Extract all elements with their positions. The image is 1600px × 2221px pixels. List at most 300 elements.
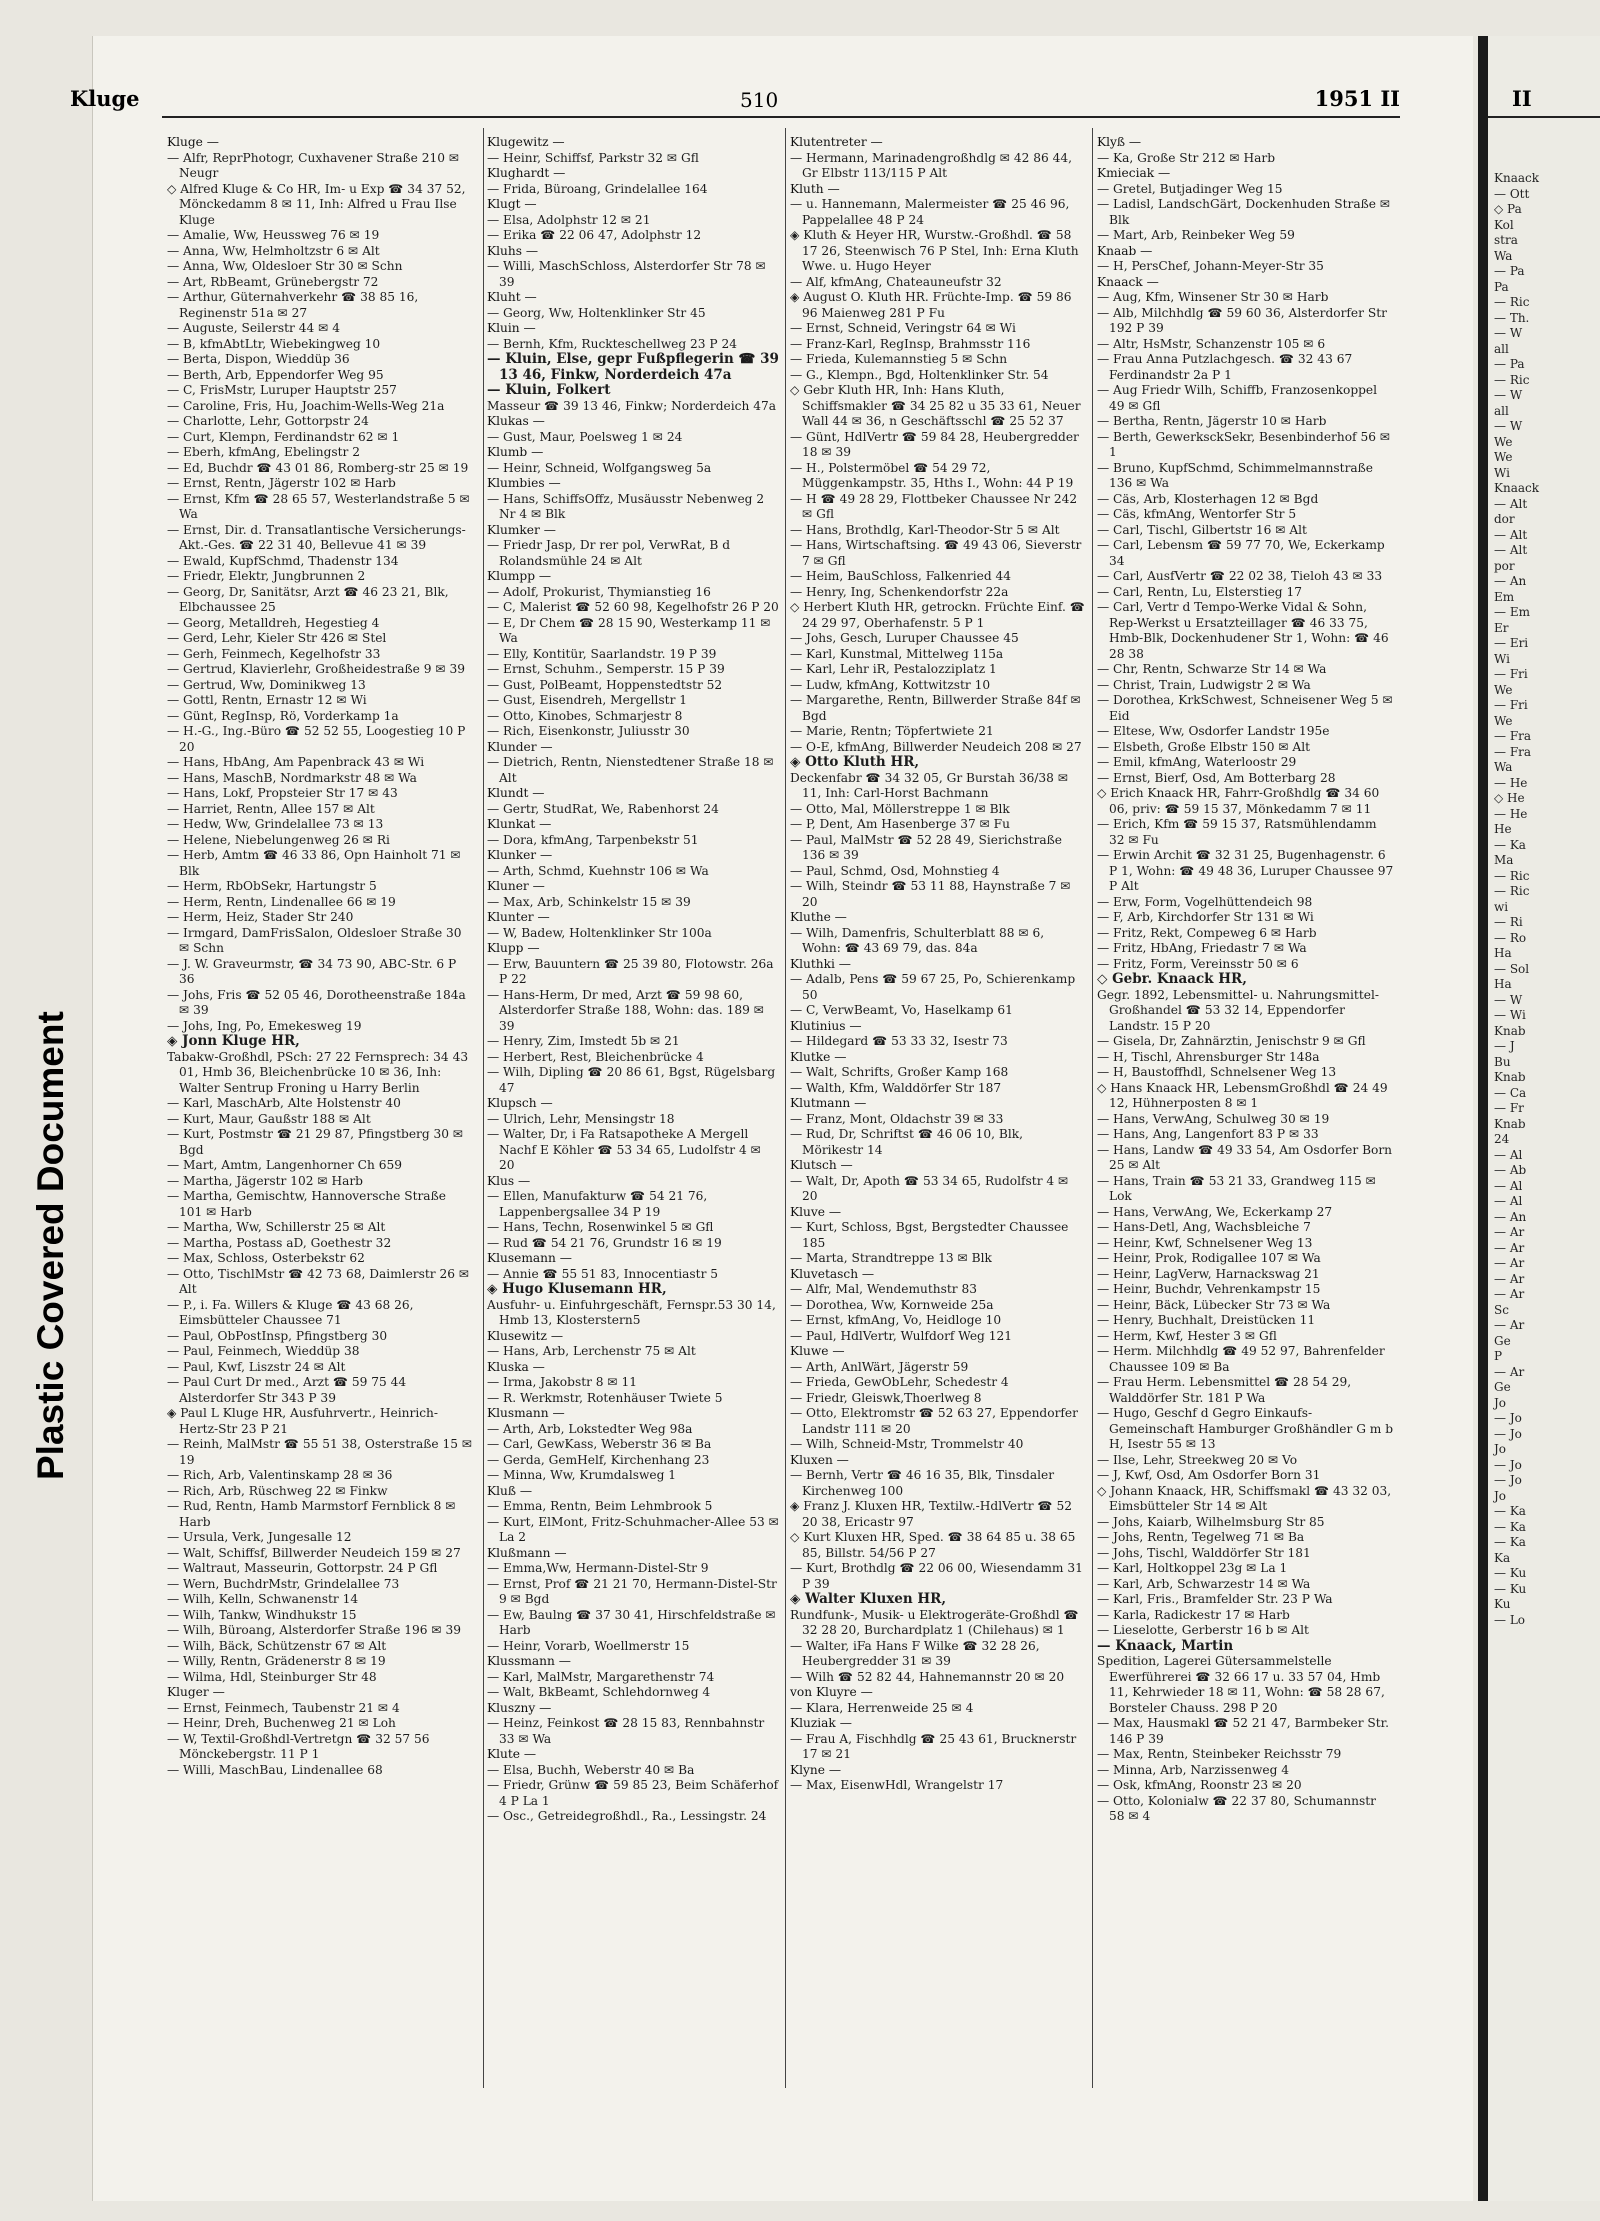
next-page-line: Pa bbox=[1494, 279, 1509, 294]
next-page-line: Knab bbox=[1494, 1023, 1526, 1038]
next-page-line: — J bbox=[1494, 1039, 1515, 1053]
next-page-line: — Em bbox=[1494, 605, 1530, 619]
directory-entry: — Gretel, Butjadinger Weg 15 bbox=[1097, 181, 1283, 196]
directory-entry: — Hans, Wirtschaftsing. ☎ 49 43 06, Sieverstr 7 ✉ Gfl bbox=[790, 538, 1082, 568]
directory-entry: — Georg, Metalldreh, Hegestieg 4 bbox=[167, 615, 380, 630]
directory-entry: — Ernst, Dir. d. Transatlantische Versicherungs-Akt.-Ges. ☎ 22 31 40, Bellevue 41 ✉ 39 bbox=[167, 522, 466, 552]
next-page-line: — Eri bbox=[1494, 636, 1529, 650]
firm-listing: ◈ Hugo Klusemann HR, bbox=[487, 1281, 667, 1297]
directory-entry: — Reinh, MalMstr ☎ 55 51 38, Osterstraße 15 ✉ 19 bbox=[167, 1437, 473, 1467]
directory-entry: — Kurt, Brothdlg ☎ 22 06 00, Wiesendamm 31 P 39 bbox=[790, 1561, 1083, 1591]
directory-entry: — Hans, VerwAng, We, Eckerkamp 27 bbox=[1097, 1204, 1333, 1219]
directory-entry: — Frieda, Kulemannstieg 5 ✉ Schn bbox=[790, 352, 1008, 366]
directory-entry: — Irmgard, DamFrisSalon, Oldesloer Straße 30 ✉ Schn bbox=[167, 925, 462, 955]
surname-heading: Kluthki — bbox=[790, 956, 851, 971]
surname-heading: Klyne — bbox=[790, 1762, 842, 1777]
directory-entry: ◈ August O. Kluth HR. Früchte-Imp. ☎ 59 86 96 Maienweg 281 P Fu bbox=[790, 290, 1072, 320]
directory-entry: Deckenfabr ☎ 34 32 05, Gr Burstah 36/38 ✉ 11, Inh: Carl-Horst Bachmann bbox=[790, 770, 1069, 800]
next-page-line: Ge bbox=[1494, 1380, 1511, 1394]
surname-heading: Klussmann — bbox=[487, 1654, 571, 1668]
directory-entry: — Minna, Ww, Krumdalsweg 1 bbox=[487, 1468, 677, 1482]
next-page-line: We bbox=[1494, 450, 1513, 464]
directory-entry: — Gust, PolBeamt, Hoppenstedtstr 52 bbox=[487, 677, 723, 692]
directory-entry: — Mart, Arb, Reinbeker Weg 59 bbox=[1097, 228, 1295, 242]
directory-entry: — Karl, Holtkoppel 23g ✉ La 1 bbox=[1097, 1561, 1288, 1575]
directory-entry: — Heinr, LagVerw, Harnackswag 21 bbox=[1097, 1266, 1320, 1281]
directory-entry: — Eberh, kfmAng, Ebelingstr 2 bbox=[167, 445, 361, 459]
surname-heading: Kmieciak — bbox=[1097, 166, 1171, 180]
directory-entry: — Wilh, Steindr ☎ 53 11 88, Haynstraße 7 ✉ 20 bbox=[790, 879, 1071, 909]
directory-entry: — Waltraut, Masseurin, Gottorpstr. 24 P Gfl bbox=[167, 1561, 438, 1575]
next-page-header: II bbox=[1512, 86, 1532, 111]
directory-entry: — Klara, Herrenweide 25 ✉ 4 bbox=[790, 1700, 974, 1715]
directory-entry: Gegr. 1892, Lebensmittel- u. Nahrungsmittel-Großhandel ☎ 53 32 14, Eppendorfer Landstr. 15 P 20 bbox=[1097, 987, 1379, 1033]
directory-entry: — Ludw, kfmAng, Kottwitzstr 10 bbox=[790, 677, 991, 692]
next-page-line: — Ott bbox=[1494, 186, 1530, 201]
directory-entry: — Otto, Elektromstr ☎ 52 63 27, Eppendorfer Landstr 111 ✉ 20 bbox=[790, 1406, 1078, 1436]
directory-entry: — Berth, Arb, Eppendorfer Weg 95 bbox=[167, 367, 384, 382]
directory-entry: — Emma, Rentn, Beim Lehmbrook 5 bbox=[487, 1499, 713, 1513]
directory-entry: — Henry, Zim, Imstedt 5b ✉ 21 bbox=[487, 1034, 680, 1048]
next-page-line: Em bbox=[1494, 589, 1515, 604]
surname-heading: Klundt — bbox=[487, 786, 545, 800]
page-number: 510 bbox=[740, 88, 779, 112]
directory-entry: — Karl, MaschArb, Alte Holstenstr 40 bbox=[167, 1096, 401, 1110]
directory-entry: — Hans, Lokf, Propsteier Str 17 ✉ 43 bbox=[167, 786, 398, 800]
next-page-line: — Ku bbox=[1494, 1581, 1527, 1596]
directory-entry: — Günt, RegInsp, Rö, Vorderkamp 1a bbox=[167, 708, 399, 723]
directory-entry: — Gisela, Dr, Zahnärztin, Jenischstr 9 ✉ Gfl bbox=[1097, 1034, 1366, 1048]
next-page-line: — Fra bbox=[1494, 729, 1532, 743]
next-page-line: — Ar bbox=[1494, 1256, 1525, 1270]
directory-entry: — Hans-Detl, Ang, Wachsbleiche 7 bbox=[1097, 1220, 1311, 1234]
directory-entry: — Paul, Schmd, Osd, Mohnstieg 4 bbox=[790, 863, 1000, 878]
directory-entry: — Dorothea, Ww, Kornweide 25a bbox=[790, 1297, 994, 1312]
surname-heading: Kluxen — bbox=[790, 1452, 849, 1467]
next-page-line: — Ar bbox=[1494, 1271, 1525, 1286]
next-page-line: — Alt bbox=[1494, 496, 1528, 511]
surname-heading: Klunker — bbox=[487, 848, 553, 862]
directory-entry: ◇ Johann Knaack, HR, Schiffsmakl ☎ 43 32 03, Eimsbütteler Str 14 ✉ Alt bbox=[1097, 1483, 1392, 1513]
directory-entry: — Minna, Arb, Narzissenweg 4 bbox=[1097, 1762, 1290, 1777]
next-page-line: — Al bbox=[1494, 1147, 1523, 1162]
next-page-line: — Fri bbox=[1494, 667, 1528, 681]
directory-entry: — Gertrud, Ww, Dominikweg 13 bbox=[167, 677, 366, 692]
next-page-line: — Ri bbox=[1494, 915, 1523, 929]
directory-entry: — Erika ☎ 22 06 47, Adolphstr 12 bbox=[487, 228, 702, 242]
surname-heading: Klunder — bbox=[487, 739, 553, 754]
surname-heading: Klumker — bbox=[487, 522, 556, 537]
directory-entry: — Heinr, Schneid, Wolfgangsweg 5a bbox=[487, 460, 712, 475]
next-page-line: — Ar bbox=[1494, 1318, 1525, 1332]
next-page-line: Wi bbox=[1494, 651, 1510, 666]
next-page-line: ◇ Pa bbox=[1494, 202, 1522, 216]
next-page-line: — Jo bbox=[1494, 1457, 1522, 1472]
next-page-line: He bbox=[1494, 822, 1512, 836]
directory-entry: — Arth, Schmd, Kuehnstr 106 ✉ Wa bbox=[487, 863, 709, 878]
next-page-line: — Ka bbox=[1494, 1504, 1526, 1518]
directory-entry: — Hans, VerwAng, Schulweg 30 ✉ 19 bbox=[1097, 1111, 1330, 1126]
surname-heading: Kluß — bbox=[487, 1483, 533, 1498]
surname-heading: Kluht — bbox=[487, 290, 537, 304]
directory-entry: — Gerh, Feinmech, Kegelhofstr 33 bbox=[167, 646, 381, 661]
directory-entry: — Gerda, GemHelf, Kirchenhang 23 bbox=[487, 1452, 710, 1467]
directory-entry: — Erwin Archit ☎ 32 31 25, Bugenhagenstr. 6 P 1, Wohn: ☎ 49 48 36, Luruper Chaussee 97 P Alt bbox=[1097, 848, 1394, 893]
directory-entry: Ausfuhr- u. Einfuhrgeschäft, Fernspr.53 30 14, Hmb 13, Klosterstern5 bbox=[487, 1297, 776, 1327]
directory-entry: — Otto, Kinobes, Schmarjestr 8 bbox=[487, 708, 683, 723]
directory-entry: — Ilse, Lehr, Streekweg 20 ✉ Vo bbox=[1097, 1452, 1298, 1467]
directory-entry: — Karla, Radickestr 17 ✉ Harb bbox=[1097, 1607, 1290, 1622]
directory-entry: — R. Werkmstr, Rotenhäuser Twiete 5 bbox=[487, 1390, 723, 1405]
next-page-line: ◇ He bbox=[1494, 791, 1525, 805]
next-page-line: — Jo bbox=[1494, 1411, 1522, 1425]
surname-heading: Klumbies — bbox=[487, 476, 561, 490]
directory-entry: — C, FrisMstr, Luruper Hauptstr 257 bbox=[167, 383, 397, 397]
firm-listing: ◈ Otto Kluth HR, bbox=[790, 754, 920, 770]
directory-entry: — Wilh, Damenfris, Schulterblatt 88 ✉ 6, Wohn: ☎ 43 69 79, das. 84a bbox=[790, 925, 1045, 955]
directory-entry: — Altr, HsMstr, Schanzenstr 105 ✉ 6 bbox=[1097, 336, 1326, 351]
directory-entry: — Hermann, Marinadengroßhdlg ✉ 42 86 44, Gr Elbstr 113/115 P Alt bbox=[790, 150, 1073, 180]
directory-entry: — H ☎ 49 28 29, Flottbeker Chaussee Nr 242 ✉ Gfl bbox=[790, 491, 1078, 521]
directory-entry: — Henry, Buchhalt, Dreistücken 11 bbox=[1097, 1313, 1316, 1327]
directory-entry: — Elsbeth, Große Elbstr 150 ✉ Alt bbox=[1097, 739, 1311, 754]
directory-entry: — Heinr, Schiffsf, Parkstr 32 ✉ Gfl bbox=[487, 150, 699, 165]
next-page-line: wi bbox=[1494, 899, 1509, 914]
next-page-line: — Ric bbox=[1494, 868, 1530, 883]
next-page-line: all bbox=[1494, 341, 1509, 356]
next-page-line: Ka bbox=[1494, 1550, 1511, 1565]
next-page-line: — Th. bbox=[1494, 310, 1530, 325]
directory-entry: — Karl, MalMstr, Margarethenstr 74 bbox=[487, 1669, 715, 1684]
directory-entry: — Margarethe, Rentn, Billwerder Straße 84f ✉ Bgd bbox=[790, 693, 1081, 723]
directory-entry: — Cäs, kfmAng, Wentorfer Str 5 bbox=[1097, 507, 1297, 521]
firm-listing: — Knaack, Martin bbox=[1097, 1637, 1234, 1654]
directory-entry: — Georg, Ww, Holtenklinker Str 45 bbox=[487, 305, 706, 320]
directory-entry: — Annie ☎ 55 51 83, Innocentiastr 5 bbox=[487, 1266, 719, 1281]
next-page-line: Wi bbox=[1494, 465, 1510, 480]
directory-entry: Masseur ☎ 39 13 46, Finkw; Norderdeich 47a bbox=[487, 398, 776, 413]
directory-entry: — Karl, Kunstmal, Mittelweg 115a bbox=[790, 646, 1004, 661]
directory-entry: — Alf, kfmAng, Chateauneufstr 32 bbox=[790, 274, 1002, 289]
directory-entry: — Elly, Kontitür, Saarlandstr. 19 P 39 bbox=[487, 646, 717, 661]
surname-heading: Klugewitz — bbox=[487, 135, 565, 149]
directory-entry: — Willi, MaschBau, Lindenallee 68 bbox=[167, 1762, 383, 1777]
directory-entry: — Wilh, Dipling ☎ 20 86 61, Bgst, Rügelsbarg 47 bbox=[487, 1065, 776, 1095]
next-page-line: — Alt bbox=[1494, 527, 1528, 542]
surname-heading: Klupp — bbox=[487, 941, 540, 955]
directory-entry: ◇ Gebr Kluth HR, Inh: Hans Kluth, Schiffsmakler ☎ 34 25 82 u 35 33 61, Neuer Wall 44 ✉ 36, n Geschäftsschl ☎ 25 52 37 bbox=[790, 383, 1081, 428]
directory-entry: — Dora, kfmAng, Tarpenbekstr 51 bbox=[487, 832, 699, 847]
firm-listing: ◈ Jonn Kluge HR, bbox=[167, 1033, 300, 1049]
directory-entry: — Gust, Eisendreh, Mergellstr 1 bbox=[487, 693, 688, 707]
next-page-line: — Ric bbox=[1494, 884, 1530, 898]
directory-entry: — Mart, Amtm, Langenhorner Ch 659 bbox=[167, 1158, 402, 1172]
directory-entry: — Anna, Ww, Helmholtzstr 6 ✉ Alt bbox=[167, 243, 380, 258]
surname-heading: Knaack — bbox=[1097, 274, 1159, 289]
next-page-line: all bbox=[1494, 403, 1509, 418]
directory-entry: — Hans, Ang, Langenfort 83 P ✉ 33 bbox=[1097, 1127, 1319, 1141]
directory-entry: — Ladisl, LandschGärt, Dockenhuden Straße ✉ Blk bbox=[1097, 197, 1391, 227]
next-page-line: dor bbox=[1494, 512, 1515, 526]
directory-entry: — P, Dent, Am Hasenberge 37 ✉ Fu bbox=[790, 817, 1010, 831]
directory-entry: — Hans, Train ☎ 53 21 33, Grandweg 115 ✉ Lok bbox=[1097, 1173, 1376, 1203]
next-page-line: stra bbox=[1494, 233, 1518, 247]
directory-entry: — Karl, Lehr iR, Pestalozziplatz 1 bbox=[790, 662, 997, 676]
directory-entry: — Kurt, ElMont, Fritz-Schuhmacher-Allee 53 ✉ La 2 bbox=[487, 1514, 779, 1544]
directory-entry: — Martha, Ww, Schillerstr 25 ✉ Alt bbox=[167, 1220, 386, 1234]
directory-entry: — Hans, SchiffsOffz, Musäusstr Nebenweg 2 Nr 4 ✉ Blk bbox=[487, 491, 765, 521]
directory-entry: — Johs, Gesch, Luruper Chaussee 45 bbox=[790, 631, 1019, 645]
next-page-line: — Ka bbox=[1494, 837, 1526, 852]
directory-entry: — Walt, BkBeamt, Schlehdornweg 4 bbox=[487, 1685, 711, 1699]
running-head-left: Kluge bbox=[70, 86, 140, 111]
directory-entry: — Günt, HdlVertr ☎ 59 84 28, Heubergredder 18 ✉ 39 bbox=[790, 429, 1079, 459]
directory-entry: — Frau A, Fischhdlg ☎ 25 43 61, Brucknerstr 17 ✉ 21 bbox=[790, 1731, 1077, 1761]
directory-entry: — Anna, Ww, Oldesloer Str 30 ✉ Schn bbox=[167, 259, 403, 273]
next-page-line: — An bbox=[1494, 574, 1527, 588]
directory-entry: — Wilma, Hdl, Steinburger Str 48 bbox=[167, 1669, 377, 1684]
directory-entry: — W, Textil-Großhdl-Vertretgn ☎ 32 57 56 Mönckebergstr. 11 P 1 bbox=[167, 1731, 430, 1761]
directory-entry: — Heinr, Buchdr, Vehrenkampstr 15 bbox=[1097, 1282, 1321, 1296]
next-page-column bbox=[1494, 171, 1600, 1628]
directory-column-3 bbox=[790, 135, 1086, 1794]
column-rule bbox=[1092, 128, 1093, 2088]
directory-entry: — Carl, GewKass, Weberstr 36 ✉ Ba bbox=[487, 1437, 712, 1451]
directory-entry: — Ernst, Schneid, Veringstr 64 ✉ Wi bbox=[790, 321, 1016, 335]
surname-heading: Kluthe — bbox=[790, 910, 847, 924]
directory-entry: — Heinr, Kwf, Schnelsener Weg 13 bbox=[1097, 1235, 1313, 1250]
directory-entry: — Heinr, Prok, Rodigallee 107 ✉ Wa bbox=[1097, 1251, 1321, 1265]
page-header bbox=[70, 86, 1400, 116]
directory-entry: — Arthur, Güternahverkehr ☎ 38 85 16, Reginenstr 51a ✉ 27 bbox=[167, 290, 419, 320]
surname-heading: Kluhs — bbox=[487, 243, 539, 258]
next-page-line: Ha bbox=[1494, 977, 1512, 991]
next-page-line: — Pa bbox=[1494, 357, 1525, 371]
surname-heading: Klutinius — bbox=[790, 1018, 862, 1033]
next-page-line: — Ro bbox=[1494, 930, 1527, 945]
directory-entry: — Wern, BuchdrMstr, Grindelallee 73 bbox=[167, 1576, 400, 1591]
directory-entry: — Max, Schloss, Osterbekstr 62 bbox=[167, 1251, 365, 1265]
surname-heading: Klutmann — bbox=[790, 1096, 867, 1110]
next-page-line: — W bbox=[1494, 388, 1523, 402]
directory-entry: — Henry, Ing, Schenkendorfstr 22a bbox=[790, 584, 1009, 599]
directory-entry: ◇ Alfred Kluge & Co HR, Im- u Exp ☎ 34 37 52, Mönckedamm 8 ✉ 11, Inh: Alfred u Frau Ilse Kluge bbox=[167, 181, 466, 227]
directory-entry: — Rud, Dr, Schriftst ☎ 46 06 10, Blk, Mörikestr 14 bbox=[790, 1127, 1024, 1157]
directory-entry: — Frau Anna Putzlachgesch. ☎ 32 43 67 Ferdinandstr 2a P 1 bbox=[1097, 352, 1353, 382]
next-page-line: — Sol bbox=[1494, 961, 1530, 976]
directory-entry: — Hans, HbAng, Am Papenbrack 43 ✉ Wi bbox=[167, 755, 425, 769]
surname-heading: Kluge — bbox=[167, 135, 219, 149]
next-page-line: — W bbox=[1494, 419, 1523, 433]
directory-entry: — Martha, Postass aD, Goethestr 32 bbox=[167, 1235, 392, 1250]
directory-entry: — Chr, Rentn, Schwarze Str 14 ✉ Wa bbox=[1097, 662, 1327, 676]
next-page-line: — He bbox=[1494, 806, 1528, 821]
directory-entry: — Bernh, Kfm, Ruckteschellweg 23 P 24 bbox=[487, 336, 737, 351]
directory-entry: — Wilh, Schneid-Mstr, Trommelstr 40 bbox=[790, 1437, 1024, 1451]
directory-entry: — Herb, Amtm ☎ 46 33 86, Opn Hainholt 71 ✉ Blk bbox=[167, 848, 461, 878]
surname-heading: Kluve — bbox=[790, 1204, 842, 1219]
directory-entry: — Herm, Kwf, Hester 3 ✉ Gfl bbox=[1097, 1328, 1277, 1343]
directory-entry: — Wilh, Büroang, Alsterdorfer Straße 196 ✉ 39 bbox=[167, 1623, 461, 1637]
surname-heading: Klußmann — bbox=[487, 1545, 567, 1560]
directory-entry: — Caroline, Fris, Hu, Joachim-Wells-Weg 21a bbox=[167, 398, 445, 413]
directory-entry: — Art, RbBeamt, Grünebergstr 72 bbox=[167, 274, 379, 289]
directory-entry: — Wilh, Kelln, Schwanenstr 14 bbox=[167, 1592, 359, 1606]
directory-entry: — Dietrich, Rentn, Nienstedtener Straße 18 ✉ Alt bbox=[487, 755, 774, 785]
next-page-line: — Wi bbox=[1494, 1008, 1526, 1022]
directory-entry: — Otto, Kolonialw ☎ 22 37 80, Schumannstr 58 ✉ 4 bbox=[1097, 1793, 1376, 1823]
directory-entry: — Max, Arb, Schinkelstr 15 ✉ 39 bbox=[487, 894, 691, 909]
next-page-line: — Al bbox=[1494, 1178, 1523, 1193]
directory-entry: — Gertrud, Klavierlehr, Großheidestraße 9 ✉ 39 bbox=[167, 662, 465, 676]
directory-entry: — Martha, Gemischtw, Hannoversche Straße 101 ✉ Harb bbox=[167, 1189, 446, 1219]
directory-entry: — Herbert, Rest, Bleichenbrücke 4 bbox=[487, 1049, 704, 1064]
next-page-line: — Ar bbox=[1494, 1240, 1525, 1255]
directory-entry: — Kurt, Maur, Gaußstr 188 ✉ Alt bbox=[167, 1111, 371, 1126]
directory-entry: — Berth, GewerksckSekr, Besenbinderhof 56 ✉ 1 bbox=[1097, 429, 1391, 459]
directory-entry: — Ellen, Manufakturw ☎ 54 21 76, Lappenbergsallee 34 P 19 bbox=[487, 1189, 708, 1219]
directory-entry: — Heinr, Dreh, Buchenweg 21 ✉ Loh bbox=[167, 1716, 396, 1730]
directory-entry: — Johs, Fris ☎ 52 05 46, Dorotheenstraße 184a ✉ 39 bbox=[167, 987, 466, 1017]
directory-entry: — Johs, Kaiarb, Wilhelmsburg Str 85 bbox=[1097, 1514, 1325, 1529]
surname-heading: Kluska — bbox=[487, 1359, 545, 1374]
directory-entry: — Hans, MaschB, Nordmarkstr 48 ✉ Wa bbox=[167, 770, 417, 785]
directory-entry: — Gerd, Lehr, Kieler Str 426 ✉ Stel bbox=[167, 631, 387, 645]
directory-entry: — Amalie, Ww, Heussweg 76 ✉ 19 bbox=[167, 228, 380, 242]
directory-entry: — Alfr, Mal, Wendemuthstr 83 bbox=[790, 1282, 978, 1296]
directory-entry: — Rud, Rentn, Hamb Marmstorf Fernblick 8 ✉ Harb bbox=[167, 1499, 456, 1529]
next-page-line: Sc bbox=[1494, 1302, 1509, 1317]
directory-entry: — Ernst, Prof ☎ 21 21 70, Hermann-Distel-Str 9 ✉ Bgd bbox=[487, 1576, 777, 1606]
directory-entry: — B, kfmAbtLtr, Wiebekingweg 10 bbox=[167, 336, 381, 351]
next-page-line: — Ric bbox=[1494, 295, 1530, 309]
directory-entry: — Ernst, Rentn, Jägerstr 102 ✉ Harb bbox=[167, 476, 396, 490]
directory-entry: — H.-G., Ing.-Büro ☎ 52 52 55, Loogestieg 10 P 20 bbox=[167, 724, 466, 754]
directory-entry: — Christ, Train, Ludwigstr 2 ✉ Wa bbox=[1097, 677, 1311, 692]
directory-entry: — Heinr, Vorarb, Woellmerstr 15 bbox=[487, 1638, 690, 1653]
directory-entry: — Arth, Arb, Lokstedter Weg 98a bbox=[487, 1421, 693, 1436]
next-page-line: — W bbox=[1494, 992, 1523, 1007]
next-page-line: — Fra bbox=[1494, 744, 1532, 759]
directory-entry: — C, Malerist ☎ 52 60 98, Kegelhofstr 26 P 20 bbox=[487, 600, 779, 614]
column-rule bbox=[483, 128, 484, 2088]
document-side-label-text: Plastic Covered Document bbox=[30, 1011, 71, 1480]
directory-entry: — Johs, Tischl, Walddörfer Str 181 bbox=[1097, 1545, 1311, 1560]
directory-entry: — Dorothea, KrkSchwest, Schneisener Weg 5 ✉ Eid bbox=[1097, 693, 1393, 723]
surname-heading: Klusewitz — bbox=[487, 1328, 564, 1343]
directory-entry: — Osc., Getreidegroßhdl., Ra., Lessingstr. 24 bbox=[487, 1809, 767, 1823]
directory-entry: — Wilh, Tankw, Windhukstr 15 bbox=[167, 1607, 357, 1622]
directory-entry: — Carl, Lebensm ☎ 59 77 70, We, Eckerkamp 34 bbox=[1097, 538, 1385, 568]
column-rule bbox=[785, 128, 786, 2088]
directory-entry: — Heinz, Feinkost ☎ 28 15 83, Rennbahnstr 33 ✉ Wa bbox=[487, 1716, 765, 1746]
surname-heading: Klute — bbox=[487, 1747, 537, 1761]
surname-heading: Kluin — bbox=[487, 321, 536, 335]
directory-entry: — Carl, Rentn, Lu, Elsterstieg 17 bbox=[1097, 584, 1302, 599]
directory-entry: — Rud ☎ 54 21 76, Grundstr 16 ✉ 19 bbox=[487, 1235, 722, 1250]
directory-entry: — Karl, Arb, Schwarzestr 14 ✉ Wa bbox=[1097, 1576, 1311, 1591]
directory-entry: — Frida, Büroang, Grindelallee 164 bbox=[487, 181, 708, 196]
directory-entry: — Walter, Dr, i Fa Ratsapotheke A Mergell Nachf E Köhler ☎ 53 34 65, Ludolfstr 4 ✉ 20 bbox=[487, 1127, 761, 1172]
directory-entry: — Emma,Ww, Hermann-Distel-Str 9 bbox=[487, 1561, 709, 1575]
directory-entry: — Hugo, Geschf d Gegro Einkaufs-Gemeinschaft Hamburger Großhändler G m b H, Isestr 55 ✉ 13 bbox=[1097, 1406, 1394, 1451]
directory-entry: — Ka, Große Str 212 ✉ Harb bbox=[1097, 150, 1275, 165]
next-page-line: — Ric bbox=[1494, 372, 1530, 387]
next-page-edge bbox=[1488, 36, 1600, 2201]
directory-entry: — Ed, Buchdr ☎ 43 01 86, Romberg-str 25 ✉ 19 bbox=[167, 460, 469, 475]
directory-entry: — Wilh ☎ 52 82 44, Hahnemannstr 20 ✉ 20 bbox=[790, 1669, 1065, 1684]
next-page-line: — Pa bbox=[1494, 264, 1525, 278]
directory-entry: — Emil, kfmAng, Waterloostr 29 bbox=[1097, 755, 1297, 769]
firm-listing: — Kluin, Else, gepr Fußpflegerin ☎ 39 13 46, Finkw, Norderdeich 47a bbox=[487, 351, 779, 383]
surname-heading: Kluth — bbox=[790, 181, 840, 196]
directory-entry: — Hans, Arb, Lerchenstr 75 ✉ Alt bbox=[487, 1344, 696, 1358]
next-page-line: Kol bbox=[1494, 217, 1514, 232]
directory-entry: — Cäs, Arb, Klosterhagen 12 ✉ Bgd bbox=[1097, 491, 1319, 506]
next-page-line: P bbox=[1494, 1349, 1503, 1363]
directory-entry: — Marie, Rentn; Töpfertwiete 21 bbox=[790, 724, 994, 738]
directory-entry: — Ernst, kfmAng, Vo, Heidloge 10 bbox=[790, 1313, 1002, 1327]
directory-entry: — Rich, Arb, Valentinskamp 28 ✉ 36 bbox=[167, 1468, 393, 1482]
directory-entry: — Wilh, Bäck, Schützenstr 67 ✉ Alt bbox=[167, 1638, 387, 1653]
directory-entry: — J. W. Graveurmstr, ☎ 34 73 90, ABC-Str. 6 P 36 bbox=[167, 956, 457, 986]
directory-entry: — Franz-Karl, RegInsp, Brahmsstr 116 bbox=[790, 336, 1031, 351]
next-page-line: Bu bbox=[1494, 1054, 1511, 1069]
directory-entry: Rundfunk-, Musik- u Elektrogeräte-Großhdl ☎ 32 28 20, Burchardplatz 1 (Chilehaus) ✉ 1 bbox=[790, 1607, 1079, 1637]
directory-column-4 bbox=[1097, 135, 1395, 1825]
surname-heading: Klupsch — bbox=[487, 1096, 553, 1110]
directory-entry: — Georg, Dr, Sanitätsr, Arzt ☎ 46 23 21, Blk, Elbchaussee 25 bbox=[167, 584, 449, 614]
directory-entry: — Friedr, Gleiswk,Thoerlweg 8 bbox=[790, 1390, 982, 1405]
directory-entry: — Hildegard ☎ 53 33 32, Isestr 73 bbox=[790, 1034, 1008, 1048]
firm-listing: — Kluin, Folkert bbox=[487, 382, 611, 398]
directory-entry: — Alb, Milchhdlg ☎ 59 60 36, Alsterdorfer Str 192 P 39 bbox=[1097, 305, 1387, 335]
directory-entry: — u. Hannemann, Malermeister ☎ 25 46 96, Pappelallee 48 P 24 bbox=[790, 197, 1070, 227]
surname-heading: Klukas — bbox=[487, 414, 545, 428]
directory-entry: — Johs, Rentn, Tegelweg 71 ✉ Ba bbox=[1097, 1530, 1305, 1544]
directory-entry: — Kurt, Schloss, Bgst, Bergstedter Chaussee 185 bbox=[790, 1220, 1069, 1250]
next-page-line: — He bbox=[1494, 775, 1528, 790]
directory-entry: — Arth, AnlWärt, Jägerstr 59 bbox=[790, 1359, 969, 1374]
next-page-line: — Al bbox=[1494, 1194, 1523, 1208]
surname-heading: Klugt — bbox=[487, 197, 537, 211]
directory-entry: — Ursula, Verk, Jungesalle 12 bbox=[167, 1530, 352, 1544]
directory-entry: — Herm, Heiz, Stader Str 240 bbox=[167, 910, 354, 924]
directory-entry: — Hans, Landw ☎ 49 33 54, Am Osdorfer Born 25 ✉ Alt bbox=[1097, 1142, 1393, 1172]
directory-entry: — W, Badew, Holtenklinker Str 100a bbox=[487, 925, 712, 940]
directory-entry: — Willi, MaschSchloss, Alsterdorfer Str 78 ✉ 39 bbox=[487, 259, 766, 289]
next-page-line: — Ca bbox=[1494, 1085, 1527, 1100]
next-page-line: Knab bbox=[1494, 1070, 1526, 1084]
directory-entry: — Paul, ObPostInsp, Pfingstberg 30 bbox=[167, 1328, 388, 1343]
directory-entry: — Auguste, Seilerstr 44 ✉ 4 bbox=[167, 321, 340, 335]
running-head-right: 1951 II bbox=[1314, 86, 1400, 111]
directory-entry: — Friedr, Elektr, Jungbrunnen 2 bbox=[167, 569, 366, 583]
directory-entry: — Johs, Ing, Po, Emekesweg 19 bbox=[167, 1018, 362, 1033]
directory-entry: Spedition, Lagerei Gütersammelstelle Ewerführerei ☎ 32 66 17 u. 33 57 04, Hmb 11, Kehrwieder 18 ✉ 11, Wohn: ☎ 58 28 67, Borsteler Chauss. 298 P 20 bbox=[1097, 1654, 1385, 1715]
surname-heading: Klumb — bbox=[487, 445, 544, 459]
directory-entry: — Bernh, Vertr ☎ 46 16 35, Blk, Tinsdaler Kirchenweg 100 bbox=[790, 1468, 1055, 1498]
directory-entry: — Paul, HdlVertr, Wulfdorf Weg 121 bbox=[790, 1328, 1012, 1343]
next-page-line: Wa bbox=[1494, 248, 1513, 263]
surname-heading: Kluwe — bbox=[790, 1344, 845, 1358]
surname-heading: Klyß — bbox=[1097, 135, 1142, 149]
firm-listing: ◇ Gebr. Knaack HR, bbox=[1097, 971, 1247, 987]
directory-entry: — H, PersChef, Johann-Meyer-Str 35 bbox=[1097, 259, 1324, 273]
directory-entry: — Franz, Mont, Oldachstr 39 ✉ 33 bbox=[790, 1111, 1004, 1126]
directory-entry: ◈ Kluth & Heyer HR, Wurstw.-Großhdl. ☎ 58 17 26, Steenwisch 76 P Stel, Inh: Erna Kluth Wwe. u. Hugo Heyer bbox=[790, 228, 1079, 273]
next-page-line: — Ka bbox=[1494, 1535, 1526, 1549]
